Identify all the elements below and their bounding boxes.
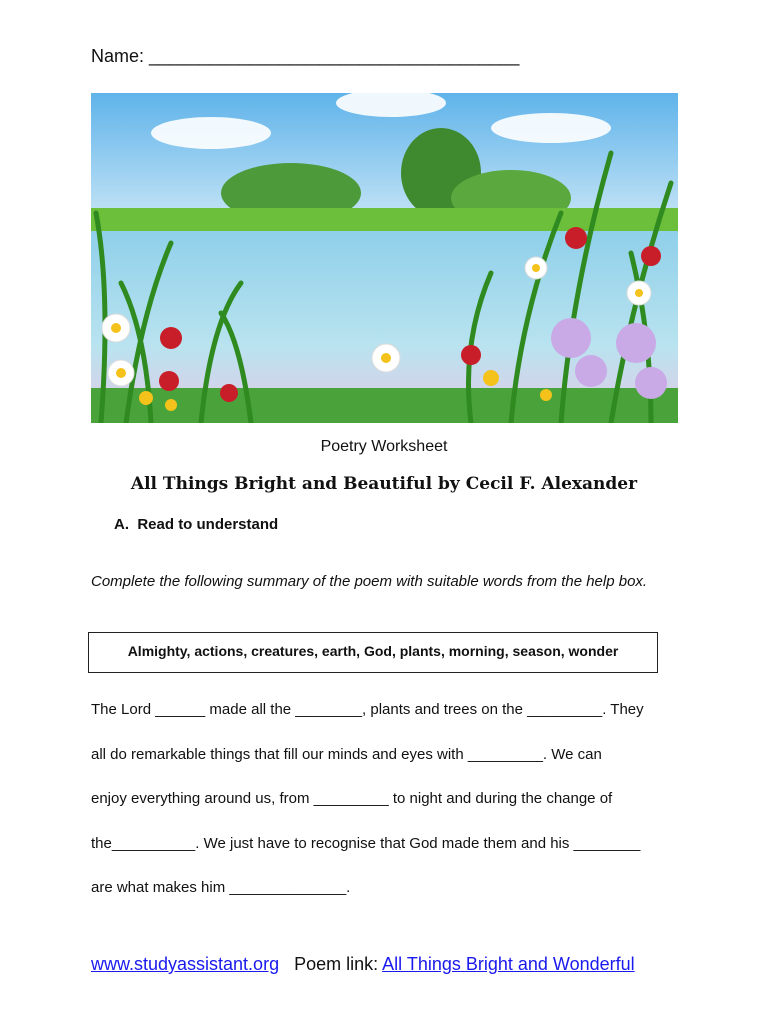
summary-line: the__________. We just have to recognise that God made them and his ________ (91, 834, 641, 852)
section-heading (114, 516, 278, 533)
name-blank[interactable]: _____________________________________ (149, 46, 520, 66)
summary-paragraph (91, 688, 681, 911)
worksheet-subtitle: Poetry Worksheet (320, 438, 448, 455)
help-box: Almighty, actions, creatures, earth, God, plants, morning, season, wonder (88, 632, 658, 673)
instruction-text: Complete the following summary of the poem with suitable words from the help box. (91, 573, 648, 590)
site-link[interactable]: www.studyassistant.org (91, 954, 280, 974)
summary-line: enjoy everything around us, from _________ to night and during the change of (91, 790, 613, 807)
name-label: Name: (91, 46, 145, 66)
hero-illustration (91, 93, 678, 423)
section-marker: A. (114, 516, 129, 533)
footer-links (91, 954, 635, 975)
section-label: Read to understand (137, 516, 279, 533)
name-line (91, 46, 519, 67)
poem-link[interactable]: All Things Bright and Wonderful (382, 954, 635, 974)
poem-link-label: Poem link: (294, 954, 379, 974)
summary-line: are what makes him ______________. (91, 879, 351, 896)
meadow-lake-illustration (91, 93, 678, 423)
summary-line: The Lord ______ made all the ________, plants and trees on the _________. They (91, 701, 644, 718)
summary-line: all do remarkable things that fill our minds and eyes with _________. We can (91, 745, 602, 763)
poem-title: All Things Bright and Beautiful by Cecil F. Alexander (130, 474, 638, 494)
